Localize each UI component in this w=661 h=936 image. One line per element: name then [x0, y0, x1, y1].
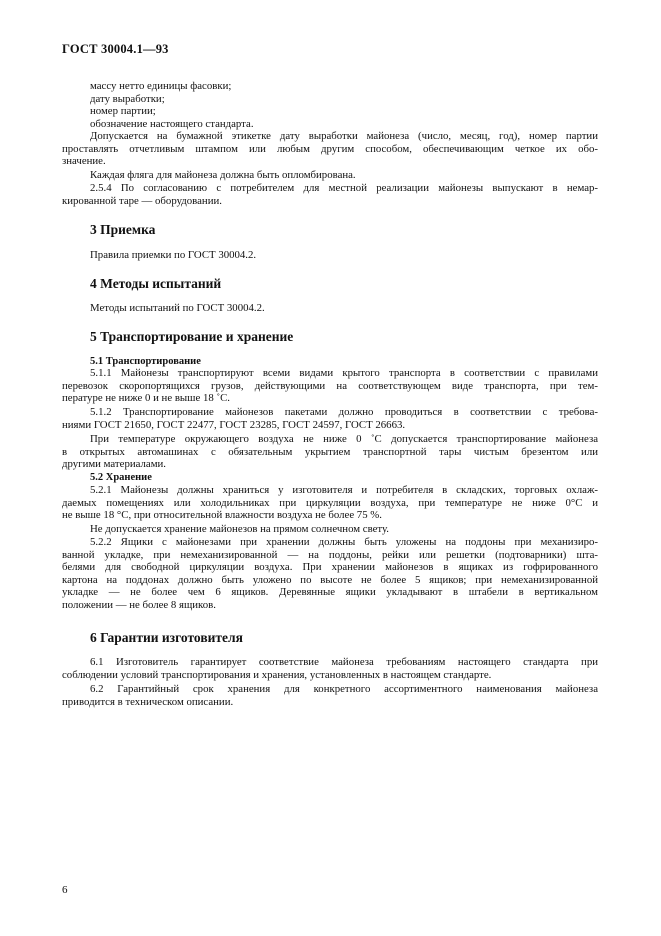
paragraph-line: в открытых автомашинах с обязательным укрытием транспортной тары чистым брезентом или [62, 445, 598, 458]
paragraph-line: приводится в техническом описании. [62, 695, 234, 708]
section-4-title: 4 Методы испытаний [90, 276, 222, 291]
paragraph-line: не выше 18 °С, при относительной влажности воздуха не более 75 %. [62, 509, 382, 522]
sunlight-paragraph: Не допускается хранение майонезов на прямом солнечном свету. [90, 523, 390, 535]
subsection-5-2-title: 5.2 Хранение [90, 472, 152, 483]
paragraph-line: 5.1.1 Майонезы транспортируют всеми видами крытого транспорта в соответствии с правилами [90, 367, 598, 379]
paragraph-line: соблюдении условий транспортирования и хранения, установленных в настоящем стандарте. [62, 668, 492, 681]
document-header: ГОСТ 30004.1—93 [62, 42, 169, 56]
clause-2-5-4 [62, 182, 598, 207]
flask-paragraph: Каждая фляга для майонеза должна быть опломбирована. [90, 169, 356, 181]
list-item: обозначение настоящего стандарта. [90, 117, 254, 130]
paragraph-line: 6.1 Изготовитель гарантирует соответствие майонеза требованиям настоящего стандарта при [90, 656, 598, 668]
paragraph-line: картона на поддонах должно быть уложено по высоте не более 5 ящиков; при немеханизированной [62, 573, 598, 586]
list-item: массу нетто единицы фасовки; [90, 80, 232, 92]
paragraph-line: белями для свободной циркуляции воздуха. При хранении майонезов в ящиках из гофрированного [62, 561, 598, 574]
paragraph-line: укладке — не более чем 6 ящиков. Деревянные ящики укладывают в штабели в вертикальном [62, 586, 598, 599]
paragraph-line: 5.1.2 Транспортирование майонезов пакетами должно проводиться в соответствии с требова- [90, 406, 598, 418]
open-transport-paragraph [62, 433, 598, 471]
marking-list [90, 80, 598, 130]
section-3-text: Правила приемки по ГОСТ 30004.2. [90, 249, 257, 261]
paragraph-line: другими материалами. [62, 458, 166, 471]
paragraph-line: пературе не ниже 0 и не выше 18 ˚С. [62, 392, 230, 405]
label-paragraph [62, 130, 598, 168]
paragraph-line: Допускается на бумажной этикетке дату выработки майонеза (число, месяц, год), номер партии [90, 130, 598, 142]
page-number: 6 [62, 884, 68, 896]
section-5-title: 5 Транспортирование и хранение [90, 329, 294, 344]
paragraph-line: 5.2.1 Майонезы должны храниться у изготовителя и потребителя в складских, торговых охлаж- [90, 484, 598, 496]
clause-5-1-2 [62, 406, 598, 431]
list-item: номер партии; [90, 105, 156, 118]
paragraph-line: кированной таре — оборудовании. [62, 194, 222, 207]
paragraph-line: положении — не более 8 ящиков. [62, 598, 216, 611]
section-6-title: 6 Гарантии изготовителя [90, 630, 243, 645]
paragraph-line: 6.2 Гарантийный срок хранения для конкретного ассортиментного наименования майонеза [90, 683, 598, 695]
clause-6-1 [62, 656, 598, 681]
paragraph-line: 5.2.2 Ящики с майонезами при хранении должны быть уложены на поддоны при механизиро- [90, 536, 598, 548]
paragraph-line: даемых помещениях или холодильниках при циркуляции воздуха, при температуре не ниже 0°С и [62, 496, 598, 509]
paragraph-line: значение. [62, 155, 106, 168]
subsection-5-1-title: 5.1 Транспортирование [90, 356, 201, 367]
paragraph-line: ниями ГОСТ 21650, ГОСТ 22477, ГОСТ 23285, ГОСТ 24597, ГОСТ 26663. [62, 418, 406, 431]
clause-5-2-2 [62, 536, 598, 612]
section-3-title: 3 Приемка [90, 222, 156, 237]
paragraph-line: ванной укладке, при немеханизированной — на поддоны, рейки или решетки (подтоварники) шта- [62, 548, 598, 561]
list-item: дату выработки; [90, 92, 165, 105]
paragraph-line: перевозок скоропортящихся грузов, действующими на соответствующем виде транспорта, при тем- [62, 379, 598, 392]
paragraph-line: проставлять отчетливым штампом или любым другим способом, обеспечивающим четкое их обо- [62, 142, 598, 155]
clause-5-1-1 [62, 367, 598, 405]
section-4-text: Методы испытаний по ГОСТ 30004.2. [90, 302, 265, 314]
paragraph-line: 2.5.4 По согласованию с потребителем для местной реализации майонезы выпускают в немар- [90, 182, 598, 194]
clause-5-2-1 [62, 484, 598, 522]
clause-6-2 [62, 683, 598, 708]
paragraph-line: При температуре окружающего воздуха не ниже 0 ˚С допускается транспортирование майонеза [90, 433, 598, 445]
